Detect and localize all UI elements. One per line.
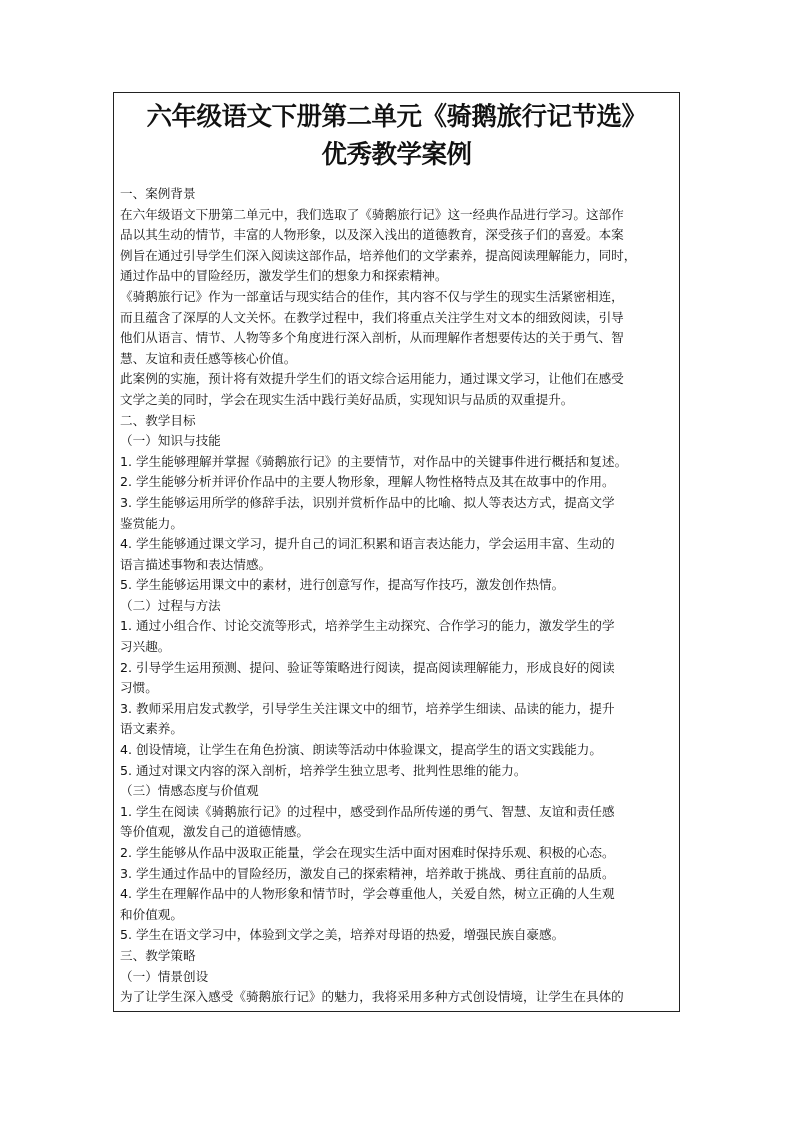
text-line: 他们从语言、情节、人物等多个角度进行深入剖析，从而理解作者想要传达的关于勇气、智 — [120, 330, 624, 346]
text-line: 2. 学生能够从作品中汲取正能量，学会在现实生活中面对困难时保持乐观、积极的心态。 — [120, 845, 615, 860]
document-frame — [113, 92, 680, 1012]
text-line: 语言描述事物和表达情感。 — [120, 556, 272, 572]
text-line: 1. 学生能够理解并掌握《骑鹅旅行记》的主要情节，对作品中的关键事件进行概括和复述。 — [120, 453, 628, 469]
text-line: 5. 学生在语文学习中，体验到文学之美，培养对母语的热爱，增强民族自豪感。 — [120, 927, 565, 943]
text-line: 品以其生动的情节，丰富的人物形象，以及深入浅出的道德教育，深受孩子们的喜爱。本案 — [120, 227, 624, 243]
text-line: 4. 学生在理解作品中的人物形象和情节时，学会尊重他人，关爱自然，树立正确的人生观 — [120, 886, 615, 902]
text-line: 4. 学生能够通过课文学习，提升自己的词汇积累和语言表达能力，学会运用丰富、生动的 — [120, 536, 615, 552]
text-line: 3. 学生能够运用所学的修辞手法，识别并赏析作品中的比喻、拟人等表达方式，提高文学 — [120, 494, 615, 510]
text-line: 3. 教师采用启发式教学，引导学生关注课文中的细节，培养学生细读、品读的能力，提升 — [120, 700, 615, 716]
text-line: 在六年级语文下册第二单元中，我们选取了《骑鹅旅行记》这一经典作品进行学习。这部作 — [120, 206, 624, 222]
text-line: （三）情感态度与价值观 — [120, 783, 259, 799]
text-line: 此案例的实施，预计将有效提升学生们的语文综合运用能力，通过课文学习，让他们在感受 — [120, 371, 624, 387]
text-line: 而且蕴含了深厚的人文关怀。在教学过程中，我们将重点关注学生对文本的细致阅读，引导 — [120, 309, 624, 325]
document-body — [114, 184, 679, 1008]
text-line: 等价值观，激发自己的道德情感。 — [120, 824, 309, 840]
text-line: （一）知识与技能 — [120, 433, 221, 449]
text-line: 和价值观。 — [120, 906, 183, 922]
text-line: 通过作品中的冒险经历，激发学生们的想象力和探索精神。 — [120, 268, 448, 284]
text-line: （一）情景创设 — [120, 968, 209, 984]
text-line: 3. 学生通过作品中的冒险经历，激发自己的探索精神，培养敢于挑战、勇往直前的品质。 — [120, 865, 615, 881]
text-line: 一、案例背景 — [120, 186, 196, 201]
text-line: 1. 学生在阅读《骑鹅旅行记》的过程中，感受到作品所传递的勇气、智慧、友谊和责任感 — [120, 803, 615, 819]
text-line: 习惯。 — [120, 680, 158, 696]
text-line: 文学之美的同时，学会在现实生活中践行美好品质，实现知识与品质的双重提升。 — [120, 391, 574, 407]
text-line: 2. 学生能够分析并评价作品中的主要人物形象，理解人物性格特点及其在故事中的作用。 — [120, 474, 615, 490]
text-line: 鉴赏能力。 — [120, 515, 183, 531]
text-line: 习兴趣。 — [120, 639, 171, 655]
text-line: 语文素养。 — [120, 721, 183, 737]
text-line: 为了让学生深入感受《骑鹅旅行记》的魅力，我将采用多种方式创设情境，让学生在具体的 — [120, 989, 624, 1005]
text-line: 5. 通过对课文内容的深入剖析，培养学生独立思考、批判性思维的能力。 — [120, 762, 527, 778]
text-line: 4. 创设情境，让学生在角色扮演、朗读等活动中体验课文，提高学生的语文实践能力。 — [120, 742, 602, 758]
text-line: 1. 通过小组合作、讨论交流等形式，培养学生主动探究、合作学习的能力，激发学生的学 — [120, 618, 615, 634]
text-line: 三、教学策略 — [120, 947, 196, 963]
document-title — [114, 98, 679, 174]
text-line: 5. 学生能够运用课文中的素材，进行创意写作，提高写作技巧，激发创作热情。 — [120, 577, 565, 593]
text-line: 二、教学目标 — [120, 412, 196, 428]
text-line: 2. 引导学生运用预测、提问、验证等策略进行阅读，提高阅读理解能力，形成良好的阅读 — [120, 659, 615, 675]
text-line: 例旨在通过引导学生们深入阅读这部作品，培养他们的文学素养，提高阅读理解能力，同时， — [120, 247, 637, 263]
title-line-1: 六年级语文下册第二单元《骑鹅旅行记节选》 — [146, 102, 647, 132]
text-line: （二）过程与方法 — [120, 597, 221, 613]
title-line-2: 优秀教学案例 — [321, 140, 472, 170]
text-line: 《骑鹅旅行记》作为一部童话与现实结合的佳作，其内容不仅与学生的现实生活紧密相连， — [120, 288, 624, 304]
text-line: 慧、友谊和责任感等核心价值。 — [120, 350, 297, 366]
